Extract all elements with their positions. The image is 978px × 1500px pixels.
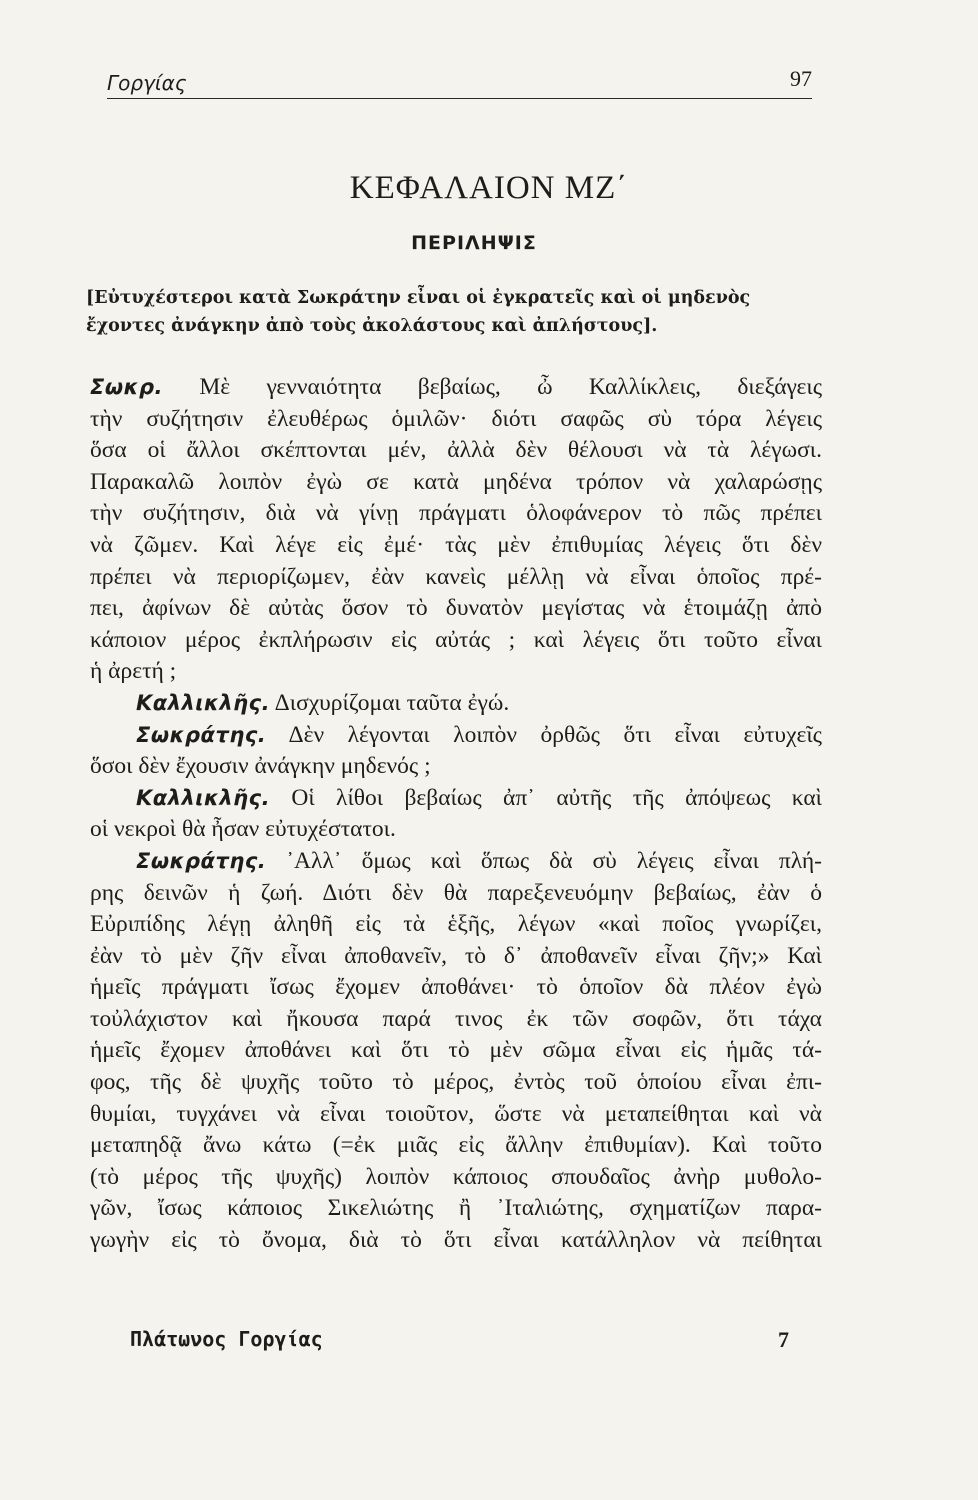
text-line: Σωκρ. Μὲ γενναιότητα βεβαίως, ὦ Καλλίκλεις, διεξάγεις [90,374,823,400]
text-line: ὅσα οἱ ἄλλοι σκέπτονται μέν, ἀλλὰ δὲν θέλουσι νὰ τὰ λέγωσι. [90,437,822,464]
text-line: γωγὴν εἰς τὸ ὄνομα, διὰ τὸ ὅτι εἶναι κατάλληλον νὰ πείθηται [90,1227,822,1254]
text-line: (τὸ μέρος τῆς ψυχῆς) λοιπὸν κάποιος σπουδαῖος ἀνὴρ μυθολο- [90,1163,822,1190]
signature-mark: 7 [778,1327,789,1352]
text-line: κάποιον μέρος ἐκπλήρωσιν εἰς αὐτάς ; καὶ λέγεις ὅτι τοῦτο εἶναι [90,626,822,653]
text-line: πει, ἀφίνων δὲ αὐτὰς ὅσον τὸ δυνατὸν μεγίστας νὰ ἑτοιμάζῃ ἀπὸ [90,595,822,622]
text-line: Καλλικλῆς. Οἱ λίθοι βεβαίως ἀπ᾽ αὐτῆς τῆς ἀπόψεως καὶ [136,784,823,811]
chapter-summary: [Εὐτυχέστεροι κατὰ Σωκράτην εἶναι οἱ ἐγκρατεῖς καὶ οἱ μηδενὸς ἔχοντες ἀνάγκην ἀπὸ τοὺς ἀκολάστους καὶ ἀπλήστους]. [86,288,751,336]
text-line: πρέπει νὰ περιορίζωμεν, ἐὰν κανεὶς μέλλῃ νὰ εἶναι ὁποῖος πρέ- [90,563,822,590]
text-line: Παρακαλῶ λοιπὸν ἐγὼ σε κατὰ μηδένα τρόπον νὰ χαλαρώσῃς [90,468,822,495]
text-line: γῶν, ἴσως κάποιος Σικελιώτης ἢ ᾽Ιταλιώτης, σχηματίζων παρα- [90,1195,822,1222]
page-number: 97 [790,66,812,91]
text-line: ὅσοι δὲν ἔχουσιν ἀνάγκην μηδενός ; [90,753,431,780]
text-line: Σωκράτης. Δὲν λέγονται λοιπὸν ὀρθῶς ὅτι εἶναι εὐτυχεῖς [136,721,822,748]
body-text [90,372,822,1257]
text-line: τὴν συζήτησιν, διὰ νὰ γίνῃ πράγματι ὁλοφάνερον τὸ πῶς πρέπει [90,500,822,527]
text-line: ἡμεῖς ἔχομεν ἀποθάνει καὶ ὅτι τὸ μὲν σῶμα εἶναι εἰς ἡμᾶς τά- [90,1037,822,1064]
text-line: Καλλικλῆς. Δισχυρίζομαι ταῦτα ἐγώ. [136,689,510,716]
text-line: τὴν συζήτησιν ἐλευθέρως ὁμιλῶν· διότι σαφῶς σὺ τόρα λέγεις [90,405,822,432]
text-line: νὰ ζῶμεν. Καὶ λέγε εἰς ἐμέ· τὰς μὲν ἐπιθυμίας λέγεις ὅτι δὲν [90,531,822,558]
text-line: οἱ νεκροὶ θὰ ἦσαν εὐτυχέστατοι. [90,816,396,843]
page-header [107,68,812,99]
chapter-title: ΚΕΦΑΛΑΙΟΝ ΜΖ΄ [349,170,629,206]
text-line: Εὐριπίδης λέγῃ ἀληθῆ εἰς τὰ ἑξῆς, λέγων «καὶ ποῖος γνωρίζει, [90,911,822,938]
text-line: φος, τῆς δὲ ψυχῆς τοῦτο τὸ μέρος, ἐντὸς τοῦ ὁποίου εἶναι ἐπι- [90,1069,822,1096]
text-line: τοὐλάχιστον καὶ ἤκουσα παρά τινος ἐκ τῶν σοφῶν, ὅτι τάχα [90,1005,822,1032]
footer-book-title: Πλάτωνος Γοργίας [130,1327,323,1351]
running-title: Γοργίας [107,71,187,95]
summary-title: ΠΕΡΙΛΗΨΙΣ [411,232,537,254]
speaker-label: Καλλικλῆς. [136,690,271,715]
text-line: μεταπηδᾷ ἄνω κάτω (=ἐκ μιᾶς εἰς ἄλλην ἐπιθυμίαν). Καὶ τοῦτο [90,1132,822,1159]
text-line: ρης δεινῶν ἡ ζωή. Διότι δὲν θὰ παρεξενευόμην βεβαίως, ἐὰν ὁ [90,879,822,906]
speaker-label: Σωκράτης. [136,848,267,873]
speaker-label: Σωκράτης. [136,722,267,747]
speaker-label: Καλλικλῆς. [136,785,271,810]
text-line: ἡ ἀρετή ; [90,658,177,685]
text-line: ἐὰν τὸ μὲν ζῆν εἶναι ἀποθανεῖν, τὸ δ᾽ ἀποθανεῖν εἶναι ζῆν;» Καὶ [90,942,822,969]
speaker-label: Σωκρ. [90,375,164,399]
text-line: Σωκράτης. ᾽Αλλ᾽ ὅμως καὶ ὅπως δὰ σὺ λέγεις εἶναι πλή- [136,847,823,874]
text-line: ἡμεῖς πράγματι ἴσως ἔχομεν ἀποθάνει· τὸ ὁποῖον δὰ πλέον ἐγὼ [90,974,822,1001]
text-line: θυμίαι, τυγχάνει νὰ εἶναι τοιοῦτον, ὥστε νὰ μεταπείθηται καὶ νὰ [90,1100,822,1127]
